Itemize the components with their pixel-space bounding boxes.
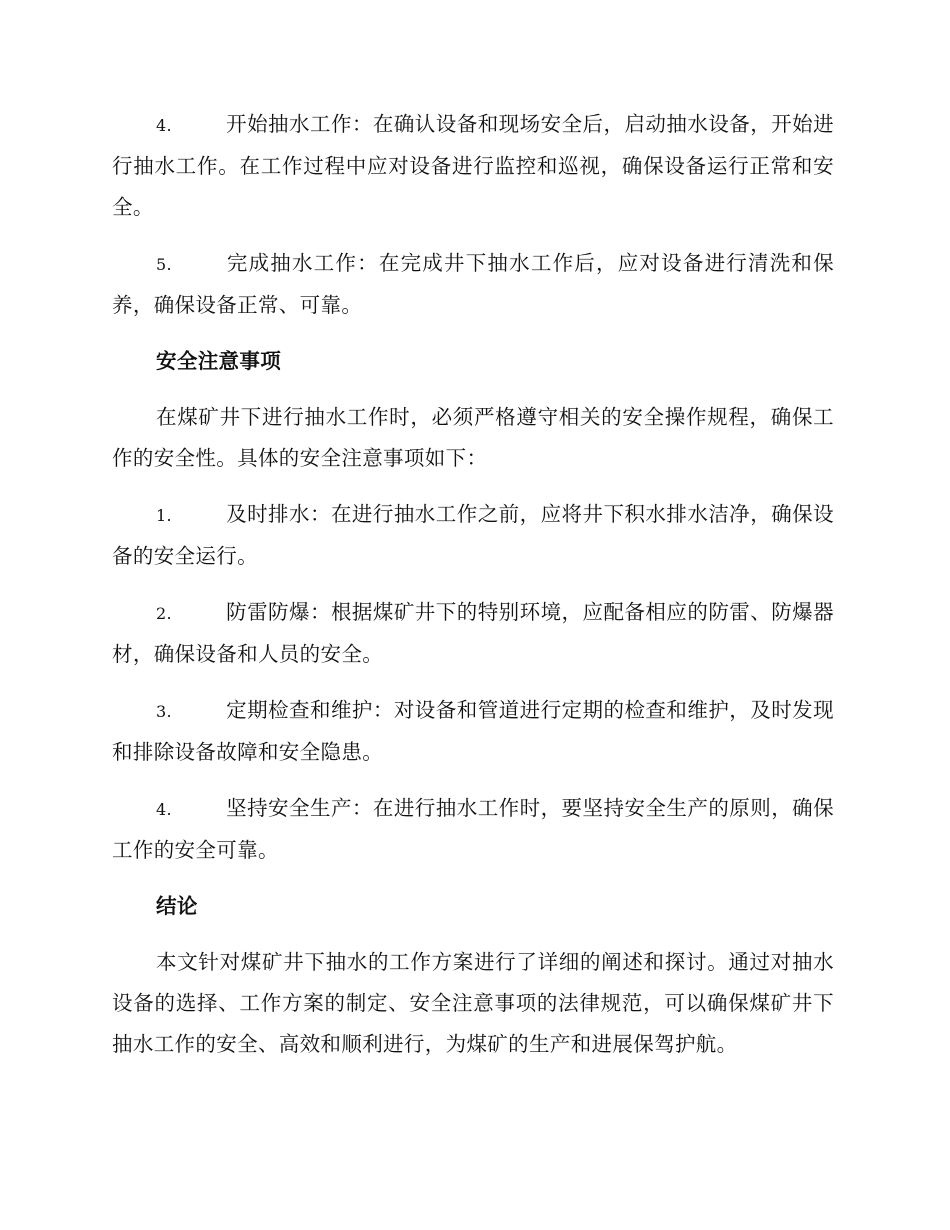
safety-item <box>112 788 834 871</box>
section-heading-conclusion: 结论 <box>156 894 198 918</box>
safety-item <box>112 690 834 773</box>
item-number: 4. <box>156 116 172 135</box>
step-item <box>112 104 834 228</box>
section-heading-safety: 安全注意事项 <box>156 349 282 373</box>
step-item <box>112 243 834 326</box>
item-text: 坚持安全生产：在进行抽水工作时，要坚持安全生产的原则，确保工作的安全可靠。 <box>112 796 834 862</box>
safety-item <box>112 494 834 577</box>
item-number: 2. <box>156 604 172 623</box>
item-text: 定期检查和维护：对设备和管道进行定期的检查和维护，及时发现和排除设备故障和安全隐患。 <box>112 698 834 764</box>
item-text: 开始抽水工作：在确认设备和现场安全后，启动抽水设备，开始进行抽水工作。在工作过程中应对设备进行监控和巡视，确保设备运行正常和安全。 <box>112 112 834 219</box>
item-text: 完成抽水工作：在完成井下抽水工作后，应对设备进行清洗和保养，确保设备正常、可靠。 <box>112 251 834 317</box>
safety-intro: 在煤矿井下进行抽水工作时，必须严格遵守相关的安全操作规程，确保工作的安全性。具体的安全注意事项如下： <box>112 405 834 470</box>
safety-item <box>112 592 834 675</box>
document-page <box>112 104 834 1065</box>
item-text: 防雷防爆：根据煤矿井下的特别环境，应配备相应的防雷、防爆器材，确保设备和人员的安全。 <box>112 600 834 666</box>
item-number: 5. <box>156 255 172 274</box>
item-text: 及时排水：在进行抽水工作之前，应将井下积水排水洁净，确保设备的安全运行。 <box>112 502 834 568</box>
conclusion-text: 本文针对煤矿井下抽水的工作方案进行了详细的阐述和探讨。通过对抽水设备的选择、工作方案的制定、安全注意事项的法律规范，可以确保煤矿井下抽水工作的安全、高效和顺利进行，为煤矿的生产和进展保驾护航。 <box>112 950 834 1056</box>
item-number: 1. <box>156 506 172 525</box>
item-number: 3. <box>156 702 172 721</box>
item-number: 4. <box>156 800 172 819</box>
